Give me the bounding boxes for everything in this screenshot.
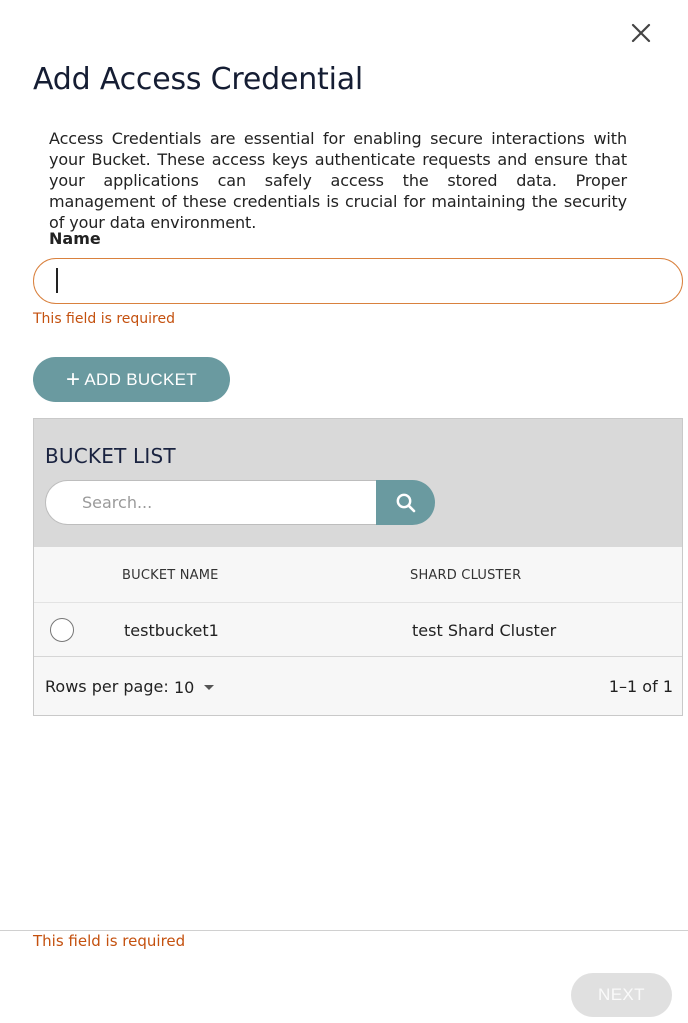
table-header	[34, 547, 682, 603]
cell-shard-cluster: test Shard Cluster	[412, 621, 557, 640]
bucket-list-title: BUCKET LIST	[45, 444, 176, 468]
cell-bucket-name: testbucket1	[124, 621, 219, 640]
close-button[interactable]	[626, 18, 656, 48]
bucket-list-panel	[33, 418, 683, 716]
dialog-description: Access Credentials are essential for enabling secure interactions with your Bucket. These access keys authenticate requests and ensure that your applications can safely access the stored data. Proper management of these credentials is crucial for maintaining the security of your data environment.	[49, 129, 627, 232]
rows-per-page-label: Rows per page:	[45, 677, 169, 696]
dropdown-arrow-icon	[204, 685, 214, 690]
table-row[interactable]	[34, 603, 682, 657]
page-range: 1–1 of 1	[608, 677, 673, 696]
bucket-search-button[interactable]	[376, 480, 435, 525]
add-bucket-button[interactable]	[33, 357, 230, 402]
search-icon	[395, 492, 417, 514]
name-label: Name	[49, 229, 101, 248]
bucket-list-header	[34, 419, 682, 547]
bucket-search-input[interactable]	[45, 480, 385, 525]
next-button[interactable]: NEXT	[571, 973, 672, 1017]
footer-divider	[0, 930, 688, 931]
rows-per-page-value: 10	[174, 677, 195, 697]
footer-error-message: This field is required	[33, 932, 186, 950]
plus-icon: +	[66, 365, 81, 393]
table-pagination	[34, 657, 682, 715]
name-input[interactable]	[33, 258, 683, 304]
column-header-shard-cluster: SHARD CLUSTER	[410, 568, 522, 583]
add-bucket-label: ADD BUCKET	[84, 369, 197, 389]
row-select-radio[interactable]	[50, 618, 74, 642]
column-header-bucket-name: BUCKET NAME	[122, 568, 219, 583]
text-caret	[56, 268, 58, 293]
bucket-search	[45, 480, 435, 525]
close-icon	[626, 18, 656, 48]
name-error-message: This field is required	[33, 311, 176, 327]
dialog-title: Add Access Credential	[33, 62, 364, 97]
rows-per-page-select[interactable]	[174, 675, 214, 699]
